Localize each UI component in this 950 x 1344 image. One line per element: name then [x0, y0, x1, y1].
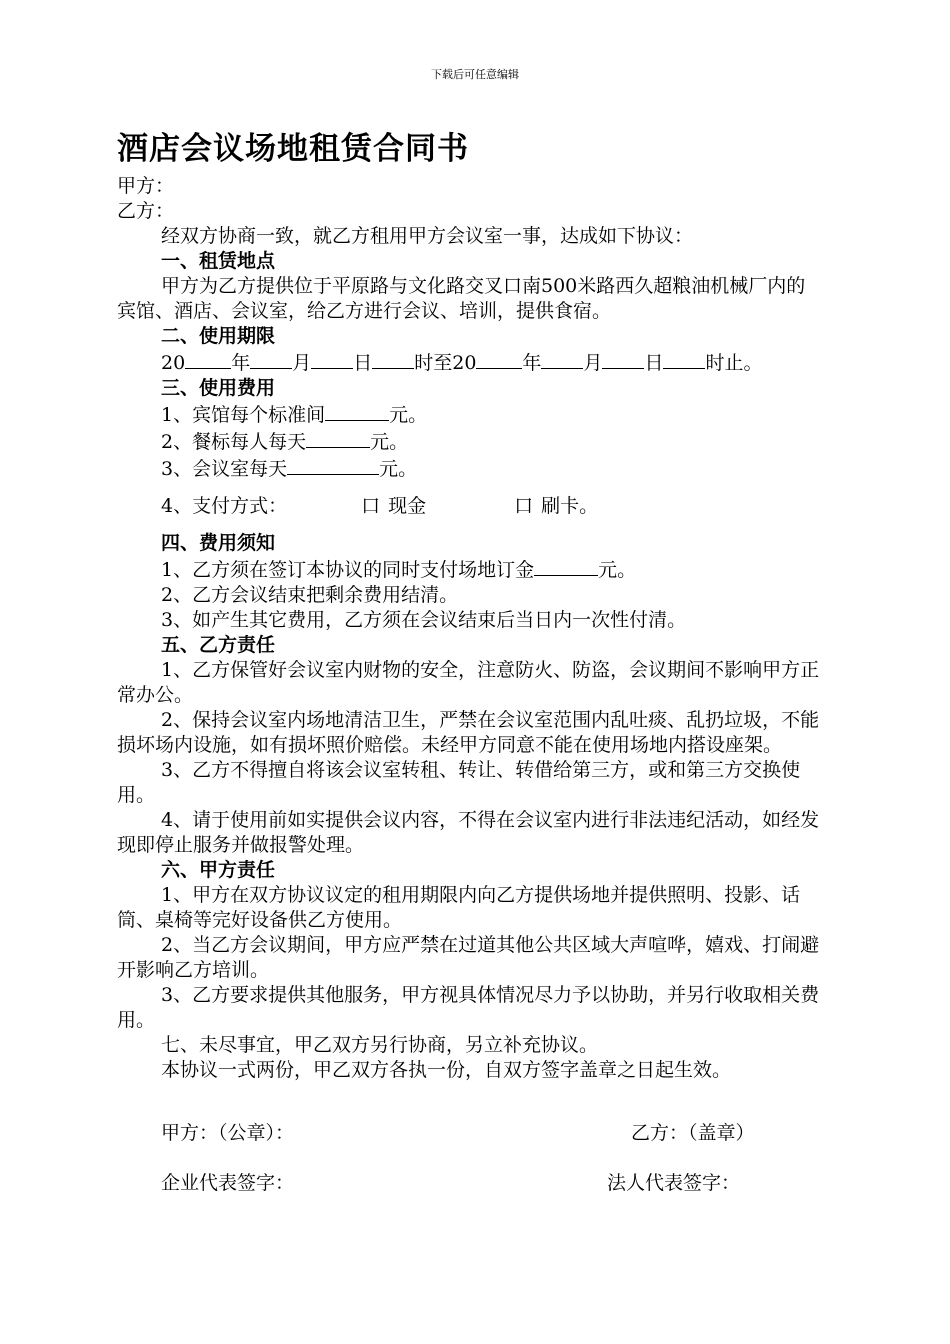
fee-unit: 元。 [389, 404, 428, 426]
blank-day-start [311, 349, 353, 369]
blank-year-end [476, 349, 522, 369]
period-text: 月 [583, 352, 603, 374]
party-b-representative-signature: 法人代表签字： [607, 1172, 741, 1194]
section-1-text: 甲方为乙方提供位于平原路与文化路交叉口南500米路西久超粮油机械厂内的宾馆、酒店、会议室，给乙方进行会议、培训，提供食宿。 [117, 275, 806, 322]
deposit-line [117, 556, 820, 583]
fee-label: 3、会议室每天 [161, 458, 288, 480]
party-a-duty-2: 2、当乙方会议期间，甲方应严禁在过道其他公共区域大声喧哗，嬉戏、打闹避开影响乙方培训。 [117, 934, 820, 981]
blank-month-start [250, 349, 292, 369]
blank-month-end [541, 349, 583, 369]
card-checkbox: 口 [514, 495, 534, 517]
period-text: 日 [353, 352, 373, 374]
fee-line-meal [117, 428, 820, 455]
blank-meeting-room-fee [287, 455, 379, 475]
party-b-duty-4: 4、请于使用前如实提供会议内容，不得在会议室内进行非法违纪活动，如经发现即停止服务并做报警处理。 [117, 809, 820, 856]
period-text: 20 [161, 352, 186, 374]
fee-label: 1、宾馆每个标准间 [161, 404, 326, 426]
fee-notice-2: 2、乙方会议结束把剩余费用结清。 [161, 584, 459, 606]
section-7-text: 七、未尽事宜，甲乙双方另行协商，另立补充协议。 [161, 1034, 599, 1056]
fee-label: 2、餐标每人每天 [161, 431, 307, 453]
document-title: 酒店会议场地租赁合同书 [117, 131, 469, 167]
period-text: 时至20 [414, 352, 477, 374]
party-a-representative-signature: 企业代表签字： [161, 1172, 295, 1194]
blank-room-fee [325, 401, 389, 421]
blank-deposit [534, 556, 598, 576]
period-line [117, 349, 820, 376]
card-option-label: 刷卡。 [541, 495, 599, 517]
party-b-seal-label: 乙方：（盖章） [631, 1122, 755, 1144]
party-b-duty-1: 1、乙方保管好会议室内财物的安全，注意防火、防盗，会议期间不影响甲方正常办公。 [117, 659, 820, 706]
party-b-duty-3: 3、乙方不得擅自将该会议室转租、转让、转借给第三方，或和第三方交换使用。 [117, 759, 801, 806]
blank-year-start [185, 349, 231, 369]
party-a-duty-1: 1、甲方在双方协议议定的租用期限内向乙方提供场地并提供照明、投影、话筒、桌椅等完好设备供乙方使用。 [117, 884, 801, 931]
section-2-heading: 二、使用期限 [161, 325, 276, 347]
period-text: 年 [231, 352, 251, 374]
blank-day-end [602, 349, 644, 369]
party-a-line: 甲方： [117, 175, 175, 197]
fee-line-meeting-room [117, 455, 820, 482]
page-header: 下载后可任意编辑 [431, 68, 519, 81]
cash-option-label: 现金 [388, 495, 427, 517]
section-3-heading: 三、使用费用 [161, 377, 276, 399]
party-a-seal-label: 甲方：（公章）： [161, 1122, 295, 1144]
deposit-unit: 元。 [598, 559, 637, 581]
deposit-label: 1、乙方须在签订本协议的同时支付场地订金 [161, 559, 535, 581]
document-body [117, 174, 820, 1083]
section-6-heading: 六、甲方责任 [161, 859, 276, 881]
cash-checkbox: 口 [361, 495, 381, 517]
period-text: 月 [292, 352, 312, 374]
blank-hour-end [663, 349, 705, 369]
section-1-heading: 一、租赁地点 [161, 250, 276, 272]
party-b-line: 乙方： [117, 200, 175, 222]
fee-notice-3: 3、如产生其它费用，乙方须在会议结束后当日内一次性付清。 [161, 609, 687, 631]
blank-hour-start [372, 349, 414, 369]
closing-paragraph: 本协议一式两份，甲乙双方各执一份，自双方签字盖章之日起生效。 [161, 1059, 732, 1081]
section-5-heading: 五、乙方责任 [161, 634, 276, 656]
payment-label: 4、支付方式： [161, 495, 288, 517]
intro-paragraph: 经双方协商一致，就乙方租用甲方会议室一事，达成如下协议： [161, 225, 694, 247]
fee-unit: 元。 [370, 431, 409, 453]
party-a-duty-3: 3、乙方要求提供其他服务，甲方视具体情况尽力予以协助，并另行收取相关费用。 [117, 984, 820, 1031]
period-text: 日 [644, 352, 664, 374]
blank-meal-fee [306, 428, 370, 448]
section-4-heading: 四、费用须知 [161, 532, 276, 554]
fee-unit: 元。 [379, 458, 418, 480]
fee-line-room [117, 401, 820, 428]
party-b-duty-2: 2、保持会议室内场地清洁卫生，严禁在会议室范围内乱吐痰、乱扔垃圾，不能损坏场内设施，如有损坏照价赔偿。未经甲方同意不能在使用场地内搭设座架。 [117, 709, 820, 756]
period-text: 年 [522, 352, 542, 374]
payment-method-line [117, 494, 820, 519]
period-text: 时止。 [705, 352, 763, 374]
